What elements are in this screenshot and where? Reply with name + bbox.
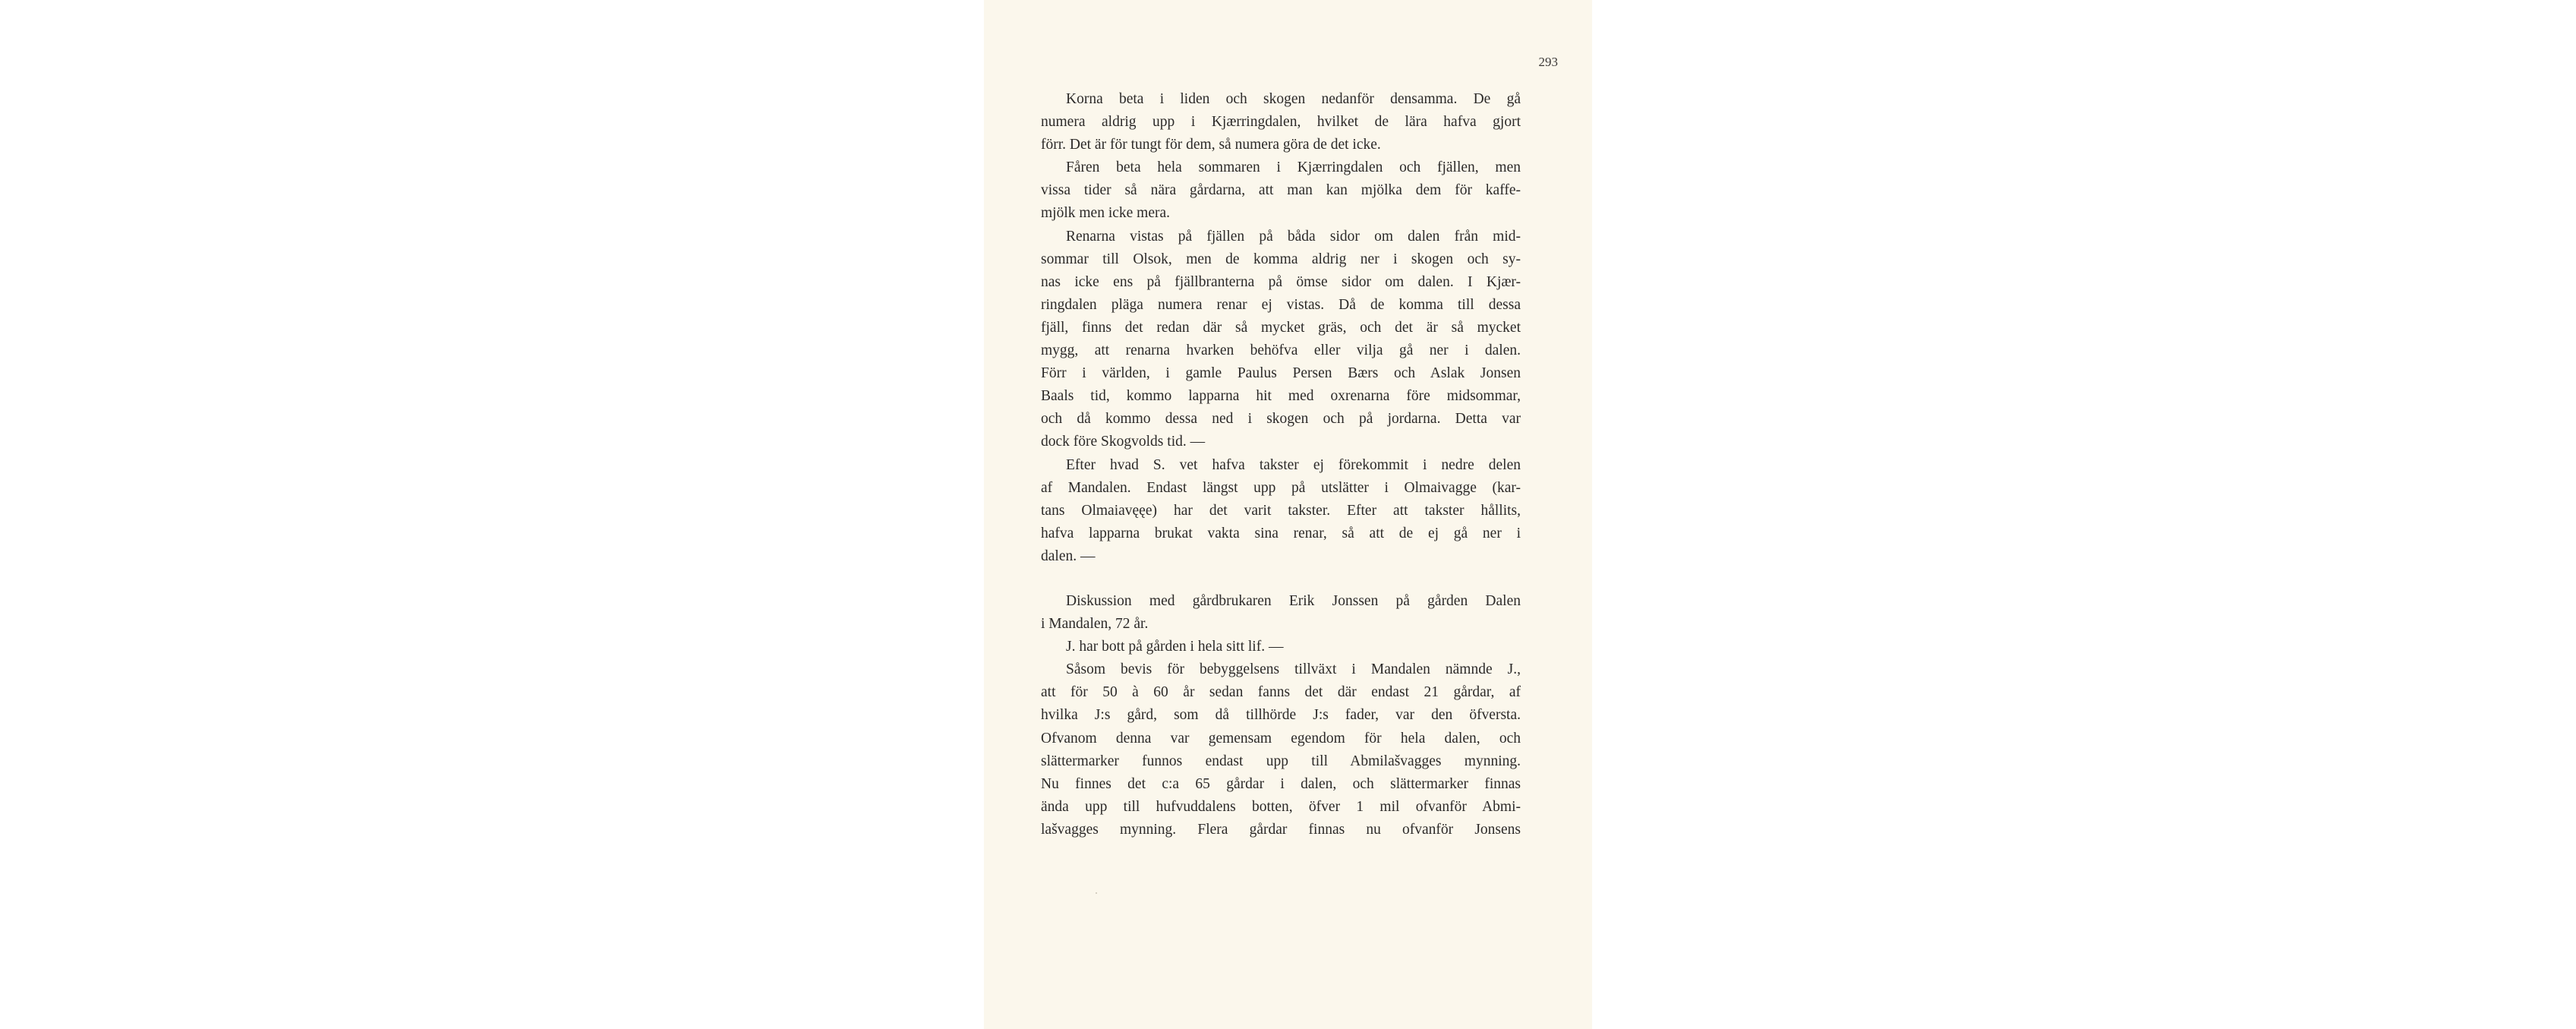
text-line: Förr i världen, i gamle Paulus Persen Bærs och Aslak Jonsen: [1041, 365, 1521, 382]
text-line: tans Olmaiavęęe) har det varit takster. Efter att takster hållits,: [1041, 502, 1521, 519]
text-line: Korna beta i liden och skogen nedanför densamma. De gå: [1066, 91, 1521, 107]
text-line: J. har bott på gården i hela sitt lif. —: [1066, 639, 1284, 655]
text-line: nas icke ens på fjällbranterna på ömse sidor om dalen. I Kjær-: [1041, 273, 1521, 290]
text-line: vissa tider så nära gårdarna, att man kan mjölka dem för kaffe-: [1041, 182, 1521, 199]
text-line: Såsom bevis för bebyggelsens tillväxt i Mandalen nämnde J.,: [1066, 661, 1521, 678]
text-line: hvilka J:s gård, som då tillhörde J:s fader, var den öfversta.: [1041, 707, 1521, 724]
text-line: numera aldrig upp i Kjærringdalen, hvilket de lära hafva gjort: [1041, 114, 1521, 131]
text-line: hafva lapparna brukat vakta sina renar, så att de ej gå ner i: [1041, 525, 1521, 541]
text-line: dalen. —: [1041, 548, 1096, 564]
document-page: [984, 0, 1592, 1029]
page-number: 293: [1538, 55, 1558, 69]
text-line: Efter hvad S. vet hafva takster ej förekommit i nedre delen: [1066, 456, 1521, 473]
section-gap: [1041, 568, 1521, 590]
text-line: Baals tid, kommo lapparna hit med oxrenarna före midsommar,: [1041, 388, 1521, 405]
text-line: dock före Skogvolds tid. —: [1041, 434, 1206, 450]
text-line: fjäll, finns det redan där så mycket gräs, och det är så mycket: [1041, 319, 1521, 336]
text-line: ända upp till hufvuddalens botten, öfver 1 mil ofvanför Abmi-: [1041, 798, 1521, 815]
text-line: i Mandalen, 72 år.: [1041, 616, 1149, 633]
text-line: mjölk men icke mera.: [1041, 205, 1171, 222]
body-text: [1041, 88, 1521, 841]
text-line: mygg, att renarna hvarken behöfva eller vilja gå ner i dalen.: [1041, 342, 1521, 359]
text-line: af Mandalen. Endast längst upp på utslätter i Olmaivagge (kar-: [1041, 479, 1521, 496]
text-line: slättermarker funnos endast upp till Abmilašvagges mynning.: [1041, 753, 1521, 769]
paper-speck: [1096, 892, 1097, 894]
text-line: sommar till Olsok, men de komma aldrig ner i skogen och sy-: [1041, 251, 1521, 267]
text-line: förr. Det är för tungt för dem, så numera göra de det icke.: [1041, 137, 1381, 153]
text-line: att för 50 à 60 år sedan fanns det där endast 21 gårdar, af: [1041, 684, 1521, 701]
text-line: Ofvanom denna var gemensam egendom för hela dalen, och: [1041, 730, 1521, 746]
text-line: lašvagges mynning. Flera gårdar finnas nu ofvanför Jonsens: [1041, 821, 1521, 838]
text-line: Renarna vistas på fjällen på båda sidor om dalen från mid-: [1066, 228, 1521, 245]
text-line: och då kommo dessa ned i skogen och på jordarna. Detta var: [1041, 411, 1521, 428]
text-line: ringdalen pläga numera renar ej vistas. Då de komma till dessa: [1041, 296, 1521, 313]
text-line: Nu finnes det c:a 65 gårdar i dalen, och slättermarker finnas: [1041, 775, 1521, 792]
text-line: Fåren beta hela sommaren i Kjærringdalen och fjällen, men: [1066, 159, 1521, 176]
text-line: Diskussion med gårdbrukaren Erik Jonssen på gården Dalen: [1066, 592, 1521, 609]
